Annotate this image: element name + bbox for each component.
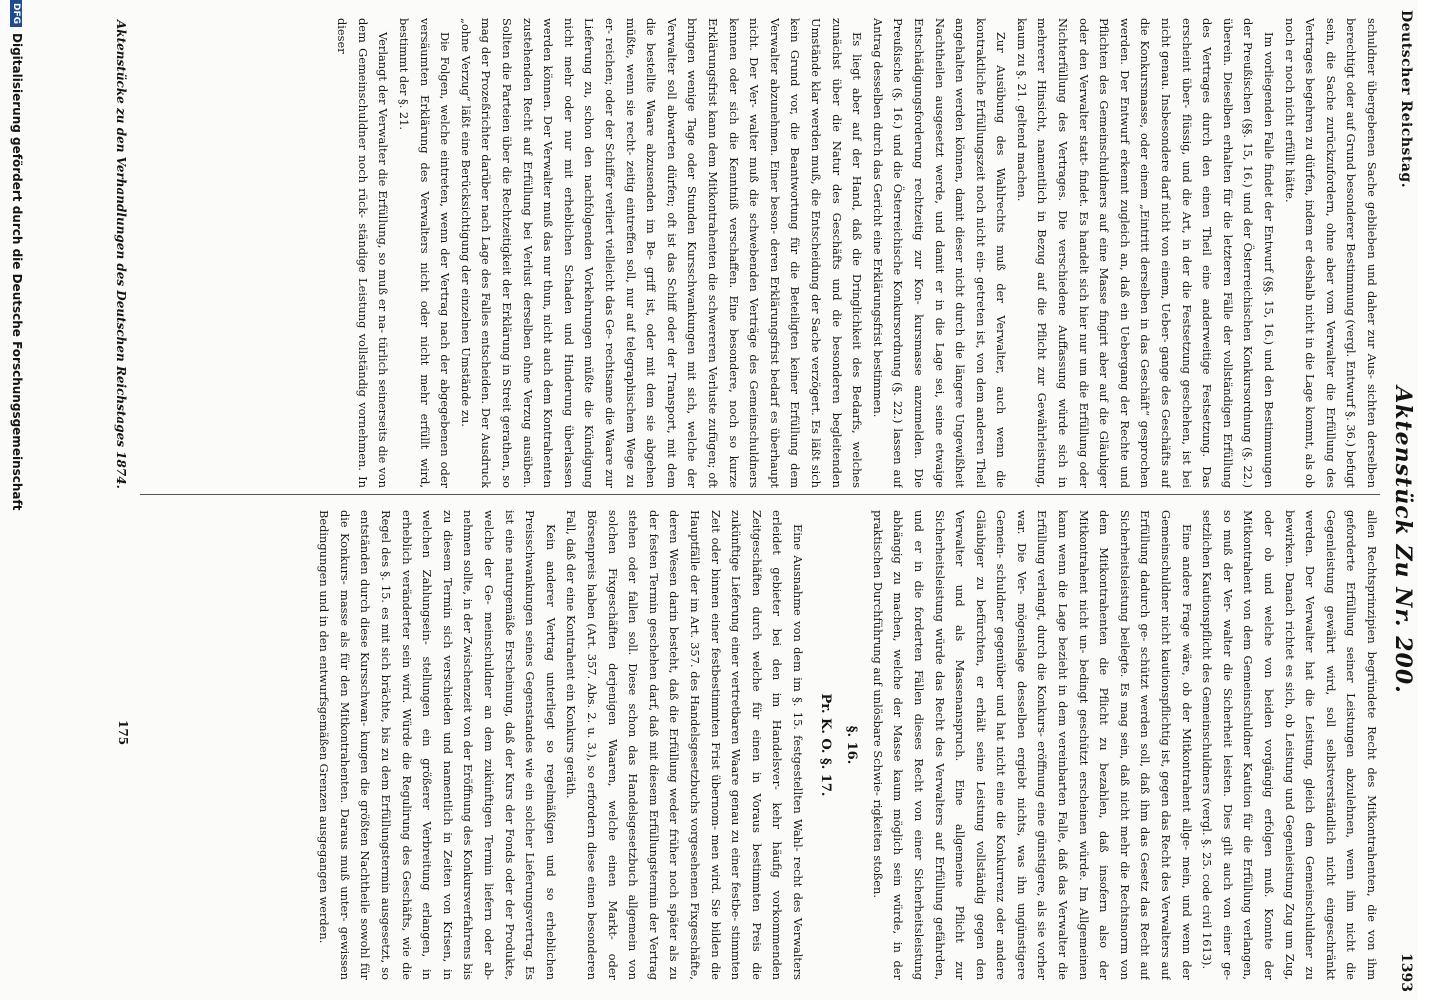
column-rule (140, 494, 1380, 495)
paragraph: Die Folgen, welche eintreten, wenn der Vertrag nach der abgegebenen oder versäumten Erklärung des Verwalters nicht oder nicht mehr erfüllt wird, bestimmt der §. 21. (397, 18, 453, 488)
page-number-top: 1393 (1398, 953, 1414, 992)
paragraph: Verlangt der Verwalter die Erfüllung, so muß er na- türlich seinerseits die von dem Gemeinschuldner noch rück- ständige Leistung vollständig vornehmen. In dieser (335, 18, 391, 488)
left-column (137, 18, 1382, 488)
footer-title: Aktenstücke zu den Verhandlungen des Deutschen Reichstages 1874. (114, 20, 128, 489)
paragraph: allen Rechtsprinzipien begründete Recht des Mitkontrahenten, die von ihm geforderte Erfüllung seiner Leistungen abzulehnen, wenn ihm nicht die Gegenleistung gewährt wird, soll selbstverständlich nicht eingeschränkt werden. Der Verwalter hat die Leistung, gleich dem Gemeinschuldner zu bewirken. Danach richtet es sich, ob Leistung und Gegenleistung Zug um Zug, oder ob und welche von beiden vorgängig erfolgen muß. Konnte der Mitkontrahent von dem Gemeinschuldner Kaution für die Erfüllung verlangen, so muß der Ver- walter die Sicherheit leisten. Dies gilt auch von einer ge- setzlichen Kautionspflicht des Gemeinschuldners (vergl. §. 25. code civil 1613). (1200, 510, 1379, 980)
paragraph: Im vorliegenden Falle findet der Entwurf (§§. 15, 16.) und den Bestimmungen der Preußischen (§§. 15, 16.) und der Österreichischen Konkursordnung (§. 22.) überein. Dieselben erhalten für die letzteren Fälle der vollständigen Erfüllung des Vertrages durch den einen Theil eine anderweitige Festsetzung. Das erscheint über- flüssig, und die Art, in der die Festsetzung geschehen, ist bei nicht genau. Insbesondere darf nicht von einem, Ueber- gange des Geschäfts auf die Konkursmasse, oder einem „Eintritt derselben in das Geschäft“ gesprochen werden. Der Entwurf erkennt zugleich an, daß ein Uebergang der Rechte und Pflichten des Gemeinschuldners auf eine Masse fingirt aber auf die Gläubiger oder den Verwalter statt- findet. Es handelt sich hier nur um die Erfüllung oder Nichterfüllung des Vertrages. Die verschiedene Auffassung würde sich in mehrerer Hinsicht, namentlich in Bezug auf die Pflicht zur Gewährleistung, kaum zu §. 21. geltend machen. (1014, 18, 1277, 488)
paragraph: Zur Ausübung des Wahlrechts muß der Verwalter, auch wenn die kontraktliche Erfüllungszeit noch nicht ein- getreten ist, von dem anderen Theil angehalten werden können, damit dieser nicht durch die längere Ungewißheit Nachtheilen ausgesetzt werde, und damit er in die Lage sei, seine etwaige Entschädigungsforderung rechtzeitig zur Kon- kursmasse anzumelden. Die Preußische (§. 16.) und die Österreichische Konkursordnung (§. 22.) lassen auf Antrag desselben durch das Gericht eine Erklärungsfrist bestimmen. (870, 18, 1009, 488)
footer-page-number: 175 (116, 720, 130, 746)
digitization-credit (10, 0, 24, 1000)
paragraph: schuldner übergebenen Sache geblieben und daher zur Aus- sichten derselben berechtigt oder auf Grund besonderer Bestimmung (vergl. Entwurf §. 36.) befugt sein, die Sache zurückzufordern, ohne aber vom Verwalter die Erfüllung des Vertrages begehren zu dürfen, indem er deshalb nicht in die Lage kommt, als ob noch er noch nicht erfüllt hätte. (1282, 18, 1379, 488)
section-reference: Pr. K. O. §. 17. (817, 693, 833, 797)
paragraph: Kein anderer Vertrag unterliegt so regelmäßigen und so erheblichen Preisschwankungen seines Gegenstandes wie ein solcher Lieferungsvertrag. Es ist eine naturgemäße Erscheinung, daß der Kurs der Fonds oder der Produkte, welche der Ge- meinschuldner an dem zukünftigen Termin liefern oder ab- nehmen sollte, in der Zwischenzeit von der Eröffnung des Konkursverfahrens bis zu diesem Termin sich verschieden und namentlich in Zeiten von Krisen, in welchen Zahlungsein- stellungen ein größerer Verbreitung erlangen, in erheblich veränderter sein wird. Würde die Regulirung des Geschäfts, wie die Regel des §. 15. es mit sich brächte, bis zu dem Erfüllungstermin ausgesetzt, so entständen durch diese Kursschwan- kungen die größten Nachtheile sowohl für die Konkurs- masse als für den Mitkontrahenten. Daraus muß unter- gewissen Bedingungen und in den entwurfsgemäßen Grenzen ausgegangen werden. (317, 510, 558, 980)
credit-text: Digitalisierung gefördert durch die Deutsche Forschungsgemeinschaft (10, 33, 24, 511)
paragraph: Eine Ausnahme von dem im §. 15. festgestellten Wahl- recht des Verwalters erleidet gebieter bei den im Handelsver- kehr häufig vorkommenden Zeitgeschäften durch welche für einen in Voraus bestimmten Preis die zukünftige Lieferung einer vertretbaren Waare genau zu einer festbe- stimmten Zeit oder binnen einer festbestimmten Frist übernom- men wird. Sie bilden die Hauptfälle der im Art. 357. des Handelsgesetzbuchs vorgesehenen Fixgeschäfte, deren Wesen darin besteht, daß die Erfüllung weder früher noch später als zu der festen Termin geschehen darf, daß mit diesem Erfüllungstermin der Vertrag stehen oder fallen soll. Diese schon das Handelsgesetzbuch allgemein von solchen Fixgeschäften derjenigen Waaren, welche einen Markt- oder Börsenpreis haben (Art. 357. Abs. 2. u. 3.), so erfordern diese einen besonderen Fall, daß der eine Kontrahent ein Konkurs geräth. (564, 510, 805, 980)
paragraph: Eine andere Frage wäre, ob der Mitkontrahent allge- mein, und wenn der Gemeinschuldner nicht kautionspflichtig ist, gegen das Recht des Verwalters auf Erfüllung dadurch ge- schützt werden soll, daß ihm das Gesetz das Recht auf Sicherheitsleistung beilegte. Es mag sein, daß nicht mehr die Rechtsnorm von dem Mitkontrahenten die Pflicht zu bezahlen, daß insofern also der Mitkontrahent nicht un- bedingt geschützt erscheinen würde. Im Allgemeinen kann wenn die Lage bezieht in dem vereinbarten Falle, daß das Verwalter die Erfüllung verlangt, durch die Konkurs- eröffnung eine günstigere, als sie vorher war. Die Ver- mögenslage desselben ergiebt nichts, was ihn ungünstigere Gemein- schuldner gegenüber und hat nicht eine die Konkurrenz oder andere Gläubiger zu befürchten, er erhält seine Leistung vollständig gegen den Verwalter und als Massenanspruch. Eine allgemeine Pflicht zur Sicherheitsleistung würde das Recht des Verwalters auf Erfüllung gefährden, und er in die forderten Fällen dieses Recht von einer Sicherheitsleistung abhängig zu machen, welche der Masse kaum möglich sein würde, in der praktischen Durchführung auf unlösbare Schwie- rigkeiten stoßen. (870, 510, 1194, 980)
running-head-title: Aktenstück Zu Nr. 200. (1390, 386, 1416, 694)
dfg-logo-icon: DFG (11, 0, 23, 27)
section-heading: §. 16. (844, 725, 860, 765)
right-column (137, 510, 1382, 980)
running-head-left: Deutscher Reichstag. (1398, 10, 1414, 189)
paragraph: Es liegt aber auf der Hand, daß die Dringlichkeit des Bedarfs, welches zunächst über die Natur des Geschäfts und die besonderen begleitenden Umstände klar werden muß, die Entscheidung der Sache verzögert. Es läßt sich kein Grund vor, die Beantwortung für die Beteiligten keiner Erfüllung dem Verwalter abzunehmen. Einer beson- deren Erklärungsfrist bedarf es überhaupt nicht. Der Ver- walter muß die schwebenden Verträge des Gemeinschuldners kennen oder sich die Kenntniß verschaffen. Eine besondere, noch so kurze Erklärungsfrist kann dem Mitkontrahenten die schwereren Verluste zufügen; oft bringen wenige Tage oder Stunden Kursschwankungen mit sich, welche der Verwalter soll abwarten dürfen; oft ist das Schiff oder der Transport, mit dem die bestellte Waare abzusenden im Be- griff ist, oder mit dem sie abgehen müßte, wenn sie recht- zeitig eintreffen soll, nur auf telegraphischem Wege zu er- reichen; oder der Schiffer verliert vielleicht das Ge- rechtsame die Waare zur Lieferung zu, schon den nachfolgenden Vorkehrungen müßte die Kündigung nicht mehr oder nur mit erheblichen Schaden und Hinderung überlassen werden können. Der Verwalter muß das nur thun, nicht auch dem Kontrahenten zustehenden Recht auf Erfüllung bei Verlust derselben ohne Verzug ausüben. Sollten die Parteien über die Rechtzeitigkeit der Erklärung in Streit gerathen, so mag der Prozeßrichter darüber nach Lage des Falles entscheiden. Der Ausdruck „ohne Verzug“ läßt eine Berücksichtigung der einzelnen Umstände zu. (458, 18, 865, 488)
